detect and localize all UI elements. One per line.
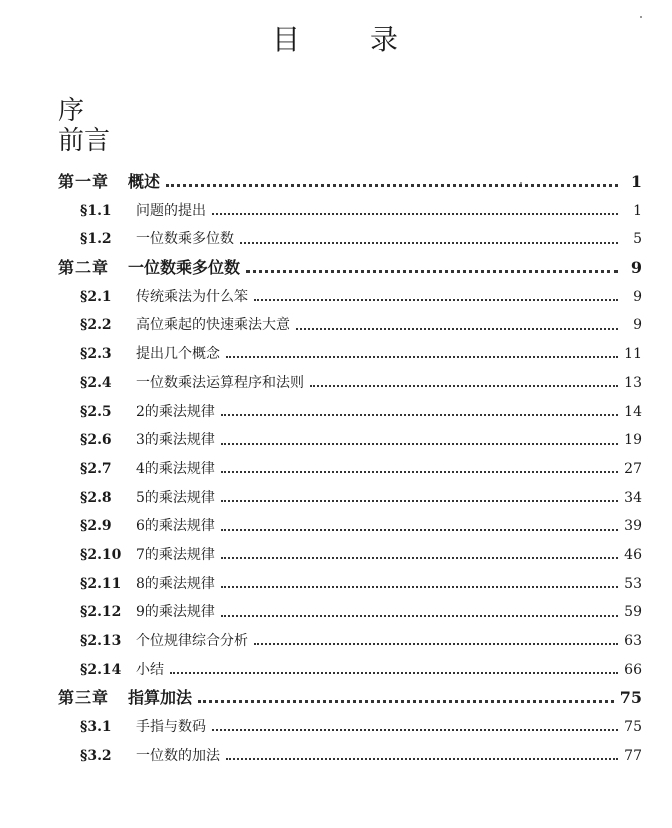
toc-page-number: 1 [630,172,642,191]
dot-leader [221,557,618,559]
dot-leader [254,643,618,645]
dot-leader [246,270,618,273]
dot-leader [198,700,614,703]
toc-entry-title: 8的乘法规律 [136,575,215,592]
toc-section-row[interactable] [58,426,642,455]
toc-entry-number: §2.1 [80,288,112,305]
dot-leader [166,184,618,187]
toc-entry-title: 4的乘法规律 [136,460,215,477]
toc-section-row[interactable] [58,398,642,427]
toc-entry-title: 5的乘法规律 [136,489,215,506]
toc-section-row[interactable] [58,541,642,570]
scan-speck [520,182,522,184]
toc-entry-number: §2.13 [80,633,122,649]
toc-page-number: 9 [630,258,642,278]
dot-leader [170,672,618,674]
toc-section-row[interactable] [58,656,642,685]
toc-page-number: 5 [633,231,642,248]
dot-leader [254,299,618,301]
toc-entry-number: §2.6 [80,432,112,449]
toc-entry-number: §2.12 [80,604,122,621]
dot-leader [221,500,618,502]
toc-page-number: 11 [624,346,642,363]
toc-page-number: 66 [624,661,642,678]
toc-page-number: 19 [624,432,642,449]
dot-leader [310,385,618,387]
toc-entry-number: §3.2 [80,747,112,764]
toc-entry-title: 高位乘起的快速乘法大意 [136,317,290,334]
toc-section-row[interactable] [58,713,642,742]
toc-entry-number: §2.10 [80,546,122,563]
toc-entry-number: 第一章 [58,172,110,191]
page-title [0,18,672,58]
toc-page-number: 46 [624,546,642,563]
toc-section-row[interactable] [58,311,642,340]
toc-page-number: 77 [624,747,642,764]
toc-entry-number: 第三章 [58,688,110,708]
toc-section-row[interactable] [58,455,642,484]
dot-leader [221,615,618,617]
toc-entry-title: 一位数乘法运算程序和法则 [136,374,304,391]
toc-page-number: 39 [624,518,642,535]
toc-entry-number: §2.5 [80,403,112,420]
toc-section-row[interactable] [58,484,642,513]
toc-entry-title: 个位规律综合分析 [136,633,248,649]
toc-section-row[interactable] [58,742,642,771]
toc-page-number: 59 [624,604,642,621]
toc-entry-number: §1.1 [80,202,112,219]
toc-entry-title: 6的乘法规律 [136,518,215,535]
toc-section-row[interactable] [58,369,642,398]
title-char-1: 目 [271,23,302,56]
scan-speck [640,16,642,18]
toc-entry-title: 2的乘法规律 [136,403,215,420]
front-matter-foreword[interactable]: 前言 [58,126,111,156]
toc-entry-number: 第二章 [58,258,110,278]
toc-entry-number: §2.3 [80,346,112,363]
toc-page-number: 9 [633,317,642,334]
toc-entry-number: §2.11 [80,575,122,592]
dot-leader [221,414,618,416]
dot-leader [221,529,618,531]
dot-leader [226,356,618,358]
toc-chapter-row[interactable] [58,168,642,197]
toc-section-row[interactable] [58,225,642,254]
title-char-2: 录 [370,23,401,56]
toc-entry-title: 9的乘法规律 [136,604,215,621]
toc-entry-title: 问题的提出 [136,202,206,219]
dot-leader [226,758,618,760]
toc-section-row[interactable] [58,197,642,226]
toc-chapter-row[interactable] [58,684,642,713]
toc-entry-title: 概述 [128,172,161,191]
toc-entry-title: 小结 [136,661,164,678]
dot-leader [212,213,618,215]
toc-section-row[interactable] [58,627,642,656]
dot-leader [221,586,618,588]
toc-entry-title: 指算加法 [128,688,193,708]
toc-entry-title: 3的乘法规律 [136,432,215,449]
dot-leader [212,729,618,731]
toc-entry-number: §2.9 [80,518,112,535]
toc-entry-number: §2.2 [80,317,112,334]
toc-entry-number: §2.8 [80,489,112,506]
toc-entry-number: §1.2 [80,231,112,248]
toc-entry-title: 一位数乘多位数 [136,231,234,248]
toc-entry-title: 一位数的加法 [136,747,220,764]
toc-page-number: 14 [624,403,642,420]
dot-leader [296,328,618,330]
toc-list [58,168,642,770]
toc-page-number: 13 [624,374,642,391]
toc-page-number: 1 [633,202,642,219]
toc-section-row[interactable] [58,598,642,627]
toc-section-row[interactable] [58,512,642,541]
toc-page-number: 34 [624,489,642,506]
toc-entry-title: 一位数乘多位数 [128,258,241,278]
toc-section-row[interactable] [58,340,642,369]
toc-page-number: 9 [633,288,642,305]
dot-leader [221,471,618,473]
toc-section-row[interactable] [58,570,642,599]
toc-entry-number: §2.7 [80,460,112,477]
toc-entry-number: §3.1 [80,719,112,736]
toc-entry-number: §2.14 [80,661,122,678]
toc-page-number: 53 [624,575,642,592]
toc-entry-title: 手指与数码 [136,719,206,736]
toc-page-number: 63 [624,633,642,649]
dot-leader [221,443,618,445]
toc-chapter-row[interactable] [58,254,642,283]
toc-entry-title: 提出几个概念 [136,346,220,363]
toc-section-row[interactable] [58,283,642,312]
front-matter-preface[interactable]: 序 [58,96,85,126]
toc-entry-number: §2.4 [80,374,112,391]
toc-page-number: 75 [619,688,642,708]
dot-leader [240,242,618,244]
toc-page-number: 27 [624,460,642,477]
toc-page-number: 75 [624,719,642,736]
toc-entry-title: 传统乘法为什么笨 [136,288,248,305]
toc-entry-title: 7的乘法规律 [136,546,215,563]
